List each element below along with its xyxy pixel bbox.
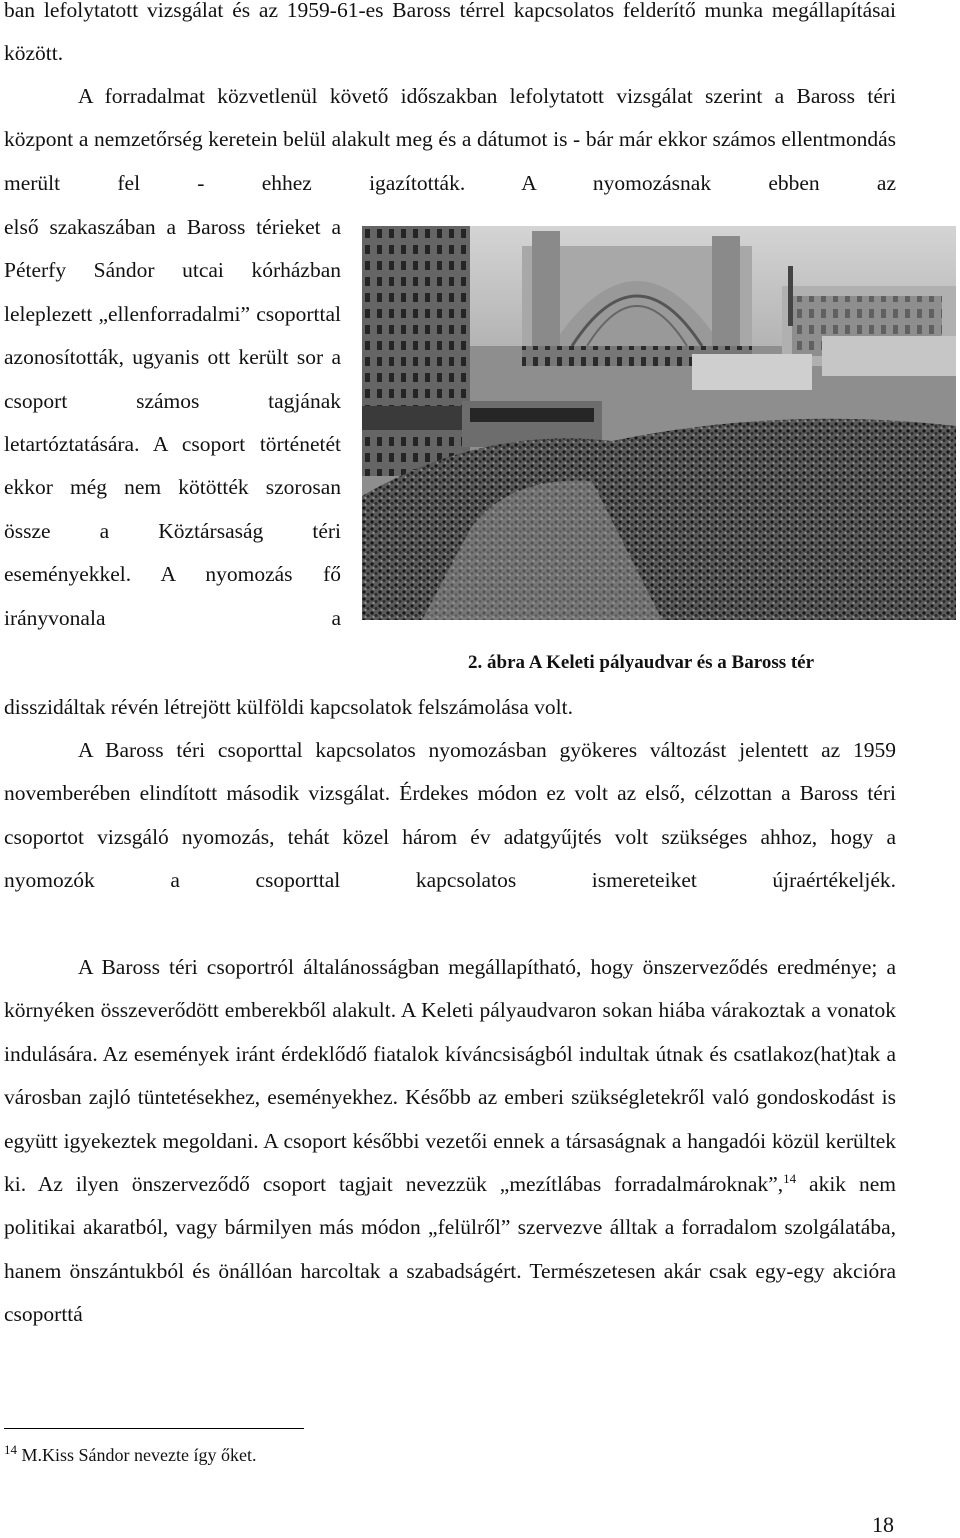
footnote-divider — [4, 1428, 304, 1429]
paragraph-4-part-1: A Baross téri csoportról általánosságban megállapítható, hogy önszerveződés eredménye; a környéken összeverődött emberekből alakult. A Keleti pályaudvaron sokan hiába várakoztak a vonatok indulására. Az események iránt érdeklődő fiatalok kíváncsiságból indultak útnak és csatlakoz(hat)tak a városban zajló tüntetésekhez, eseményekhez. Később az emberi szükségletekről való gondoskodást is együtt igyekeztek megoldani. A csoport későbbi vezetői ennek a társaságnak a hangadói közül kerültek ki. Az ilyen önszerveződő csoport tagjait nevezzük „mezítlábas forradalmároknak”, — [4, 955, 896, 1197]
photo-image — [362, 226, 956, 620]
paragraph-4-part-2: akik nem politikai akaratból, vagy bármilyen más módon „felülről” szervezve álltak a forradalom szolgálatába, hanem önszántukból és önállóan harcoltak a szabadságért. Természetesen akár csak egy-egy akcióra csoporttá — [4, 1172, 896, 1327]
figure-caption: 2. ábra A Keleti pályaudvar és a Baross tér — [468, 652, 815, 673]
photo-keleti-baross-ter — [362, 226, 956, 620]
page-number: 18 — [872, 1512, 894, 1537]
paragraph-3: A Baross téri csoporttal kapcsolatos nyomozásban gyökeres változást jelentett az 1959 novemberében elindított második vizsgálat. Érdekes módon ez volt az első, célzottan a Baross téri csoportot vizsgáló nyomozás, tehát közel három év adatgyűjtés volt szükséges ahhoz, hogy a nyomozók a csoporttal kapcsolatos ismereteiket újraértékeljék. — [4, 738, 896, 893]
paragraph-2-tail: disszidáltak révén létrejött külföldi kapcsolatok felszámolása volt. — [4, 695, 573, 719]
paragraph-2-wrapped: első szakaszában a Baross térieket a Péterfy Sándor utcai kórházban leleplezett „ellenforradalmi” csoporttal azonosították, ugyanis ott került sor a csoport számos tagjának letartóztatására. A csoport történetét ekkor még nem kötötték szorosan össze a Köztársaság téri eseményekkel. A nyomozás fő irányvonala a — [4, 215, 341, 630]
footnote-number: 14 — [4, 1442, 17, 1457]
paragraph-1: ban lefolytatott vizsgálat és az 1959-61-es Baross térrel kapcsolatos felderítő munka megállapításai között. — [4, 0, 896, 66]
footnote-ref[interactable]: 14 — [783, 1170, 797, 1186]
footnote — [4, 1442, 256, 1468]
footnote-text: M.Kiss Sándor nevezte így őket. — [17, 1445, 257, 1465]
paragraph-2-intro: A forradalmat közvetlenül követő időszakban lefolytatott vizsgálat szerint a Baross téri központ a nemzetőrség keretein belül alakult meg és a dátumot is - bár már ekkor számos ellentmondás merült fel - ehhez igazították. A nyomozásnak ebben az — [4, 84, 896, 195]
paragraph-4 — [4, 946, 896, 1337]
